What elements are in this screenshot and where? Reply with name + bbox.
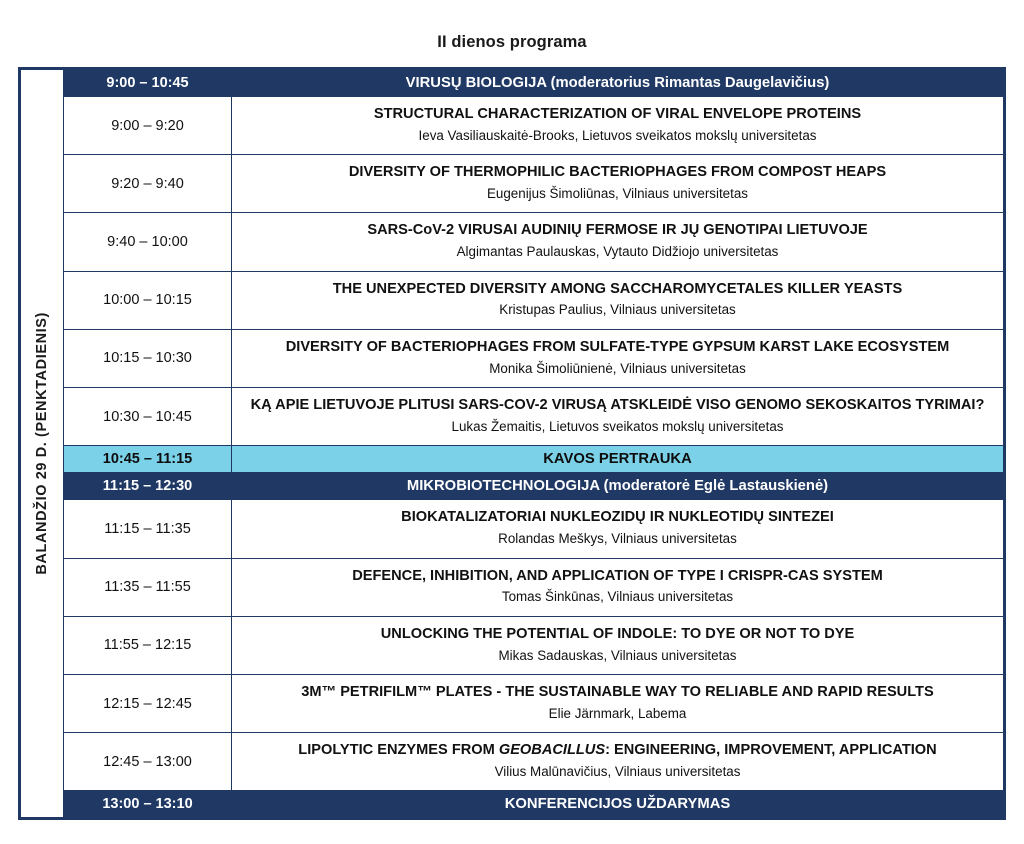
talk-title-pre: LIPOLYTIC ENZYMES FROM (298, 742, 499, 759)
table-row (21, 791, 1004, 818)
talk-authors: Vilius Malūnavičius, Vilniaus universitetas (494, 763, 741, 779)
section-title: KONFERENCIJOS UŽDARYMAS (232, 791, 1004, 818)
schedule-table-body (21, 70, 1004, 818)
talk-title: STRUCTURAL CHARACTERIZATION OF VIRAL ENVELOPE PROTEINS (373, 106, 862, 122)
talk-title: THE UNEXPECTED DIVERSITY AMONG SACCHAROMYCETALES KILLER YEASTS (332, 280, 903, 297)
talk-title: KĄ APIE LIETUVOJE PLITUSI SARS-COV-2 VIRUSĄ ATSKLEIDĖ VISO GENOMO SEKOSKAITOS TYRIMAI? (250, 397, 985, 414)
table-row (21, 388, 1004, 446)
talk-authors: Eugenijus Šimoliūnas, Vilniaus universitetas (486, 186, 748, 202)
talk-title-post: : ENGINEERING, IMPROVEMENT, APPLICATION (605, 742, 937, 759)
day-label-cell (21, 70, 64, 818)
row-time: 12:15 – 12:45 (64, 674, 232, 732)
talk-cell (232, 213, 1004, 271)
table-row (21, 97, 1004, 155)
talk-cell (232, 388, 1004, 446)
row-time: 9:40 – 10:00 (64, 213, 232, 271)
table-row (21, 558, 1004, 616)
section-title: MIKROBIOTECHNOLOGIJA (moderatorė Eglė Lastauskienė) (232, 473, 1004, 500)
talk-title (246, 742, 989, 760)
talk-title: DIVERSITY OF BACTERIOPHAGES FROM SULFATE-TYPE GYPSUM KARST LAKE ECOSYSTEM (285, 338, 950, 355)
row-time: 9:20 – 9:40 (64, 155, 232, 213)
talk-authors: Lukas Žemaitis, Lietuvos sveikatos mokslų universitetas (451, 418, 784, 434)
page-title: II dienos programa (437, 33, 587, 51)
table-row (21, 733, 1004, 791)
row-time: 11:15 – 11:35 (64, 500, 232, 558)
talk-authors: Elie Järnmark, Labema (548, 705, 687, 721)
row-time: 11:35 – 11:55 (64, 558, 232, 616)
row-time: 10:45 – 11:15 (64, 446, 232, 473)
break-title: KAVOS PERTRAUKA (232, 446, 1004, 473)
talk-title: SARS-CoV-2 VIRUSAI AUDINIŲ FERMOSE IR JŲ GENOTIPAI LIETUVOJE (367, 222, 868, 239)
table-row (21, 446, 1004, 473)
schedule-table (20, 69, 1004, 818)
table-row (21, 271, 1004, 329)
schedule-table-container (18, 67, 1006, 820)
row-time: 9:00 – 10:45 (64, 70, 232, 97)
talk-cell (232, 616, 1004, 674)
row-time: 12:45 – 13:00 (64, 733, 232, 791)
row-time: 10:30 – 10:45 (64, 388, 232, 446)
talk-cell (232, 674, 1004, 732)
talk-authors: Monika Šimoliūnienė, Vilniaus universitetas (489, 360, 746, 376)
talk-cell (232, 155, 1004, 213)
row-time: 9:00 – 9:20 (64, 97, 232, 155)
row-time: 13:00 – 13:10 (64, 791, 232, 818)
talk-cell (232, 733, 1004, 791)
talk-title: 3M™ PETRIFILM™ PLATES - THE SUSTAINABLE WAY TO RELIABLE AND RAPID RESULTS (301, 683, 934, 700)
talk-authors: Ieva Vasiliauskaitė-Brooks, Lietuvos sveikatos mokslų universitetas (418, 127, 817, 143)
table-row (21, 155, 1004, 213)
talk-title: DEFENCE, INHIBITION, AND APPLICATION OF TYPE I CRISPR-CAS SYSTEM (352, 567, 883, 584)
table-row (21, 674, 1004, 732)
talk-cell (232, 97, 1004, 155)
talk-cell (232, 558, 1004, 616)
table-row (21, 500, 1004, 558)
row-time: 11:15 – 12:30 (64, 473, 232, 500)
talk-authors: Kristupas Paulius, Vilniaus universitetas (499, 302, 736, 318)
talk-authors: Algimantas Paulauskas, Vytauto Didžiojo universitetas (456, 244, 779, 260)
talk-title: DIVERSITY OF THERMOPHILIC BACTERIOPHAGES FROM COMPOST HEAPS (348, 164, 887, 181)
talk-cell (232, 271, 1004, 329)
talk-cell (232, 329, 1004, 387)
talk-authors: Mikas Sadauskas, Vilniaus universitetas (498, 647, 737, 663)
talk-authors: Tomas Šinkūnas, Vilniaus universitetas (501, 589, 734, 605)
talk-title: BIOKATALIZATORIAI NUKLEOZIDŲ IR NUKLEOTIDŲ SINTEZEI (401, 509, 834, 526)
table-row (21, 329, 1004, 387)
talk-title: UNLOCKING THE POTENTIAL OF INDOLE: TO DYE OR NOT TO DYE (380, 625, 855, 642)
row-time: 10:15 – 10:30 (64, 329, 232, 387)
talk-authors: Rolandas Meškys, Vilniaus universitetas (498, 531, 737, 547)
table-row (21, 213, 1004, 271)
talk-title-genus: GEOBACILLUS (498, 742, 606, 759)
row-time: 11:55 – 12:15 (64, 616, 232, 674)
talk-cell (232, 500, 1004, 558)
table-row (21, 616, 1004, 674)
table-row (21, 70, 1004, 97)
table-row (21, 473, 1004, 500)
row-time: 10:00 – 10:15 (64, 271, 232, 329)
section-title: VIRUSŲ BIOLOGIJA (moderatorius Rimantas Daugelavičius) (232, 70, 1004, 97)
day-label: BALANDŽIO 29 D. (PENKTADIENIS) (34, 312, 50, 576)
